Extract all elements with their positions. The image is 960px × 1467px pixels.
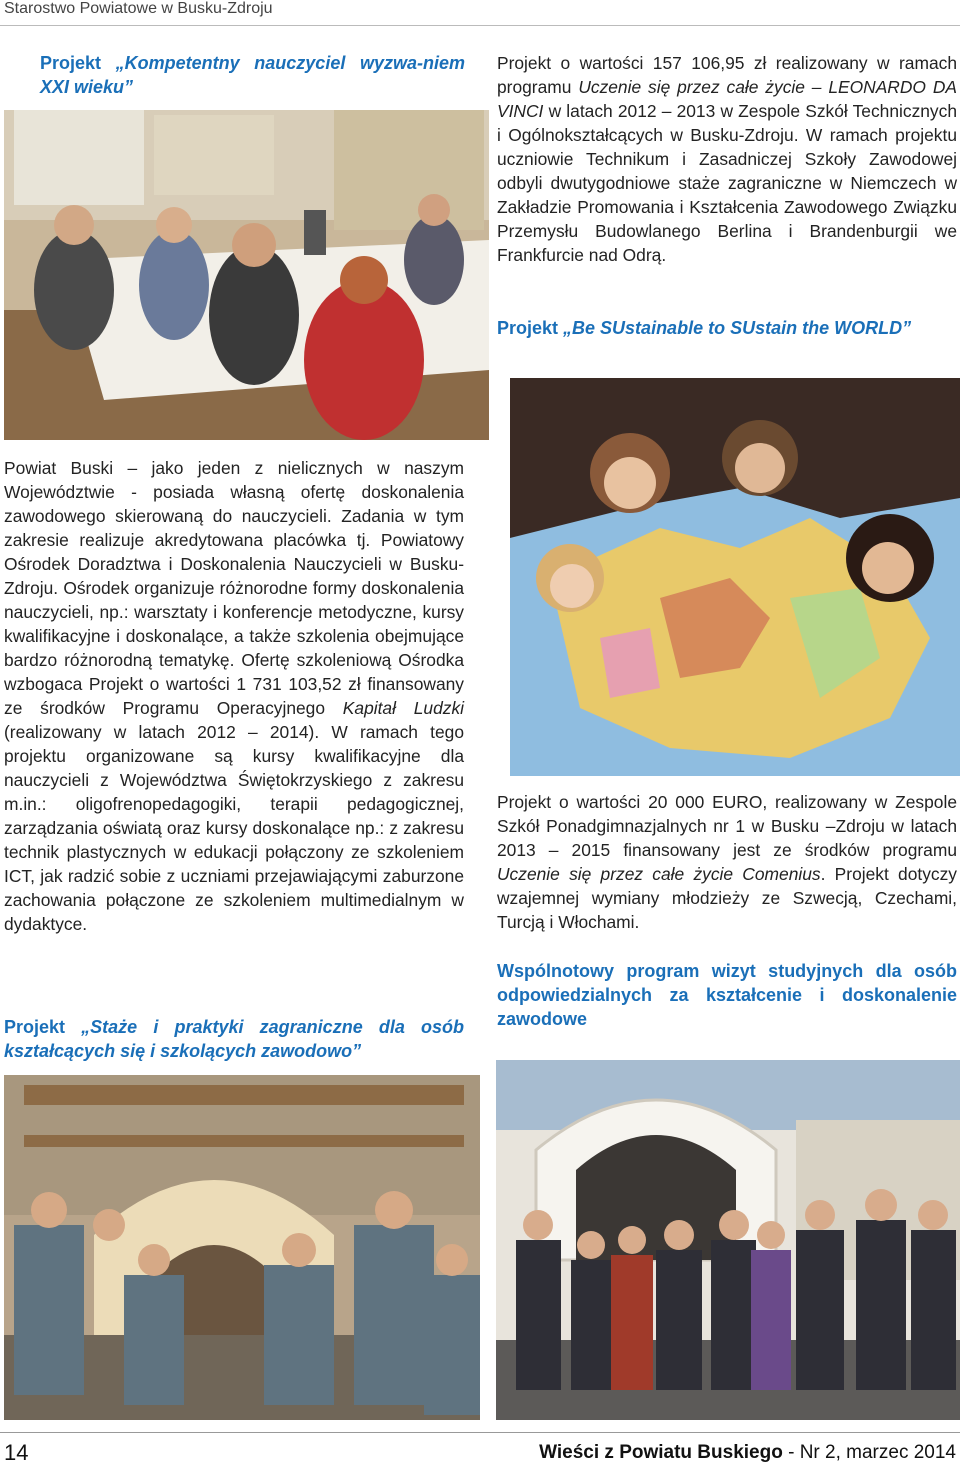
section2-body-text: Projekt o wartości 157 106,95 zł realizowany w ramach programu	[497, 53, 957, 97]
students-map-photo	[510, 378, 960, 776]
section1-heading-prefix: Projekt	[40, 53, 116, 73]
section2-heading-title: „Staże i praktyki zagraniczne dla osób kształcących się i szkolących zawodowo”	[4, 1017, 464, 1061]
section1-body	[4, 456, 464, 936]
section3-heading-prefix: Projekt	[497, 318, 564, 338]
page-header: Starostwo Powiatowe w Busku-Zdroju	[4, 0, 273, 17]
section2-heading	[4, 1015, 464, 1063]
section2-heading-prefix: Projekt	[4, 1017, 82, 1037]
footer-divider	[0, 1432, 960, 1433]
section1-body-text-end: (realizowany w latach 2012 – 2014). W ramach tego projektu organizowane są kursy kwalifikacyjne dla nauczycieli z Województwa Świętokrzyskiego z zakresu m.in.: oligofrenopedagogiki, terapii pedagogicznej, zarządzania oświatą oraz kursy doskonalące np.: z zakresu technik plastycznych w edukacji połączony ze szkoleniem ICT, jak radzić sobie z uczniami przejawiającymi zaburzone zachowania połączone ze szkoleniem multimedialnym w dydaktyce.	[4, 722, 464, 934]
publication-footer	[539, 1442, 956, 1464]
section3-heading	[497, 316, 957, 340]
section3-body	[497, 790, 957, 934]
section1-body-program-name: Kapitał Ludzki	[342, 698, 464, 718]
section1-heading	[40, 51, 465, 99]
publication-issue: - Nr 2, marzec 2014	[782, 1442, 956, 1463]
header-divider	[0, 25, 960, 26]
section1-heading-title: „Kompetentny nauczyciel wyzwa-niem XXI wieku”	[40, 53, 465, 97]
study-visit-group-photo	[496, 1060, 960, 1420]
section1-body-text: Powiat Buski – jako jeden z nielicznych w naszym Województwie - posiada własną ofertę doskonalenia zawodowego skierowaną do nauczycieli. Zadania w tym zakresie realizuje akredytowana placówka tj. Powiatowy Ośrodek Doradztwa i Doskonalenia Nauczycieli w Busku-Zdroju. Ośrodek organizuje różnorodne formy doskonalenia nauczycieli, np.: warsztaty i konferencje metodyczne, kursy kwalifikacyjne i doskonalące, a także szkolenia obejmujące bardzo różnorodną tematykę. Ofertę szkoleniową Ośrodka wzbogaca Projekt o wartości 1 731 103,52 zł finansowany ze środków Programu Operacyjnego	[4, 458, 464, 718]
section4-heading: Wspólnotowy program wizyt studyjnych dla osób odpowiedzialnych za kształcenie i doskonalenie zawodowe	[497, 961, 957, 1029]
vocational-students-photo	[4, 1075, 480, 1420]
section2-body-program-name: Uczenie się przez całe życie – LEONARDO DA VINCI	[497, 77, 957, 121]
publication-title: Wieści z Powiatu Buskiego	[539, 1442, 783, 1463]
section2-body	[497, 51, 957, 267]
section3-body-program-name: Uczenie się przez całe życie Comenius	[497, 864, 821, 884]
page-number: 14	[4, 1440, 29, 1465]
teachers-workshop-photo	[4, 110, 489, 440]
section3-heading-title: „Be SUstainable to SUstain the WORLD”	[563, 318, 912, 338]
section3-body-text-end: . Projekt dotyczy wzajemnej wymiany młodzieży ze Szwecją, Czechami, Turcją i Włochami.	[497, 864, 958, 932]
section3-body-text: Projekt o wartości 20 000 EURO, realizowany w Zespole Szkół Ponadgimnazjalnych nr 1 w Busku –Zdroju w latach 2013 – 2015 finansowany jest ze środków programu	[497, 792, 957, 860]
section2-body-text-end: w latach 2012 – 2013 w Zespole Szkół Technicznych i Ogólnokształcących w Busku-Zdroju. W ramach projektu uczniowie Technikum i Zasadniczej Szkoły Zawodowej odbyli dwutygodniowe staże zagraniczne w Niemczech w Zakładzie Promowania i Kształcenia Zawodowego Związku Przemysłu Budowlanego Berlina i Brandenburgii we Frankfurcie nad Odrą.	[497, 101, 957, 265]
